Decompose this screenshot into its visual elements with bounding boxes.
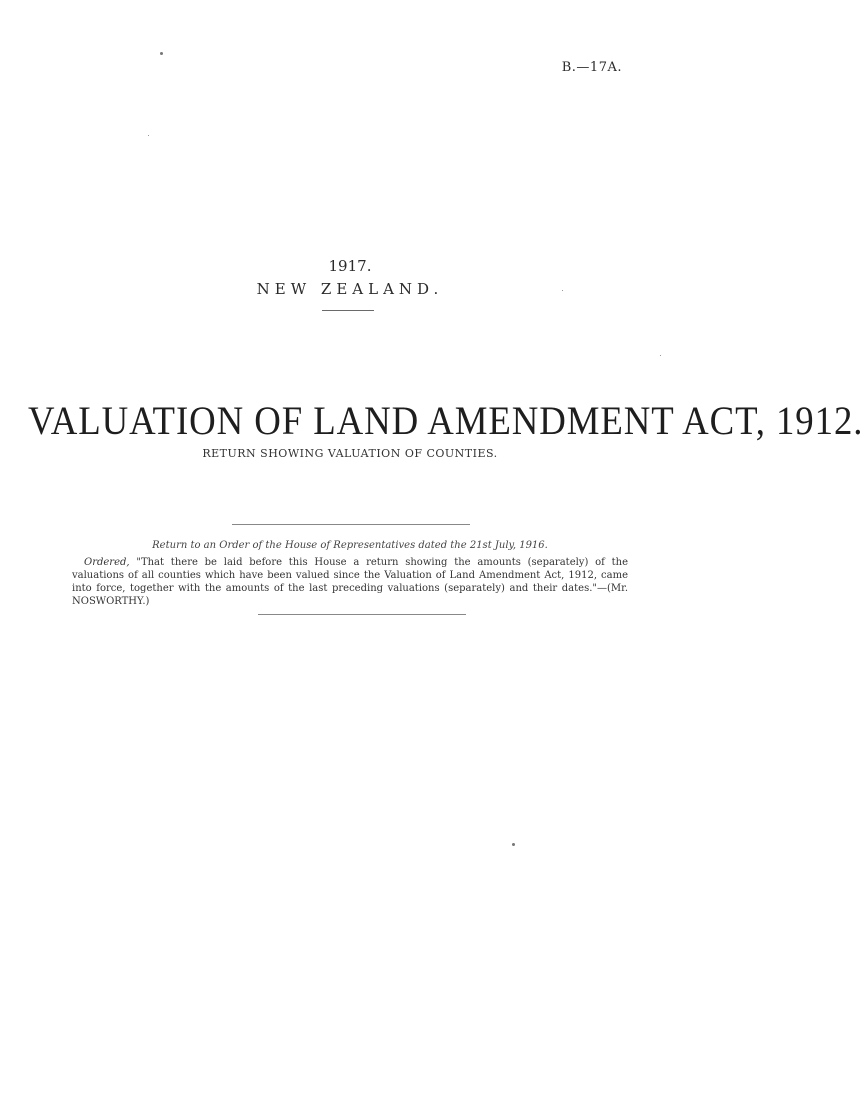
ordered-paragraph <box>72 556 628 608</box>
divider-bottom <box>258 614 466 615</box>
page-title: VALUATION OF LAND AMENDMENT ACT, 1912. <box>28 398 863 443</box>
ordered-lead: Ordered, <box>84 557 130 568</box>
return-order-line: Return to an Order of the House of Representatives dated the 21st July, 1916. <box>152 540 548 551</box>
scan-speck <box>562 290 563 291</box>
ordered-text: "That there be laid before this House a return showing the amounts (separately) of the valuations of all counties which have been valued since the Valuation of Land Amendment Act, 1912, came into force, together with the amounts of the last preceding valuations (separately) and their dates."—(Mr. NOSWORTHY.) <box>72 557 628 607</box>
scan-speck <box>160 52 163 55</box>
divider-top <box>322 310 374 311</box>
page-subtitle: RETURN SHOWING VALUATION OF COUNTIES. <box>202 447 498 460</box>
page-reference: B.—17A. <box>561 60 622 75</box>
scan-speck <box>512 843 515 846</box>
scan-speck <box>660 355 661 356</box>
country-heading: NEW ZEALAND. <box>256 280 444 298</box>
scan-speck <box>148 135 149 136</box>
document-year: 1917. <box>328 257 372 275</box>
divider-middle <box>232 524 470 525</box>
